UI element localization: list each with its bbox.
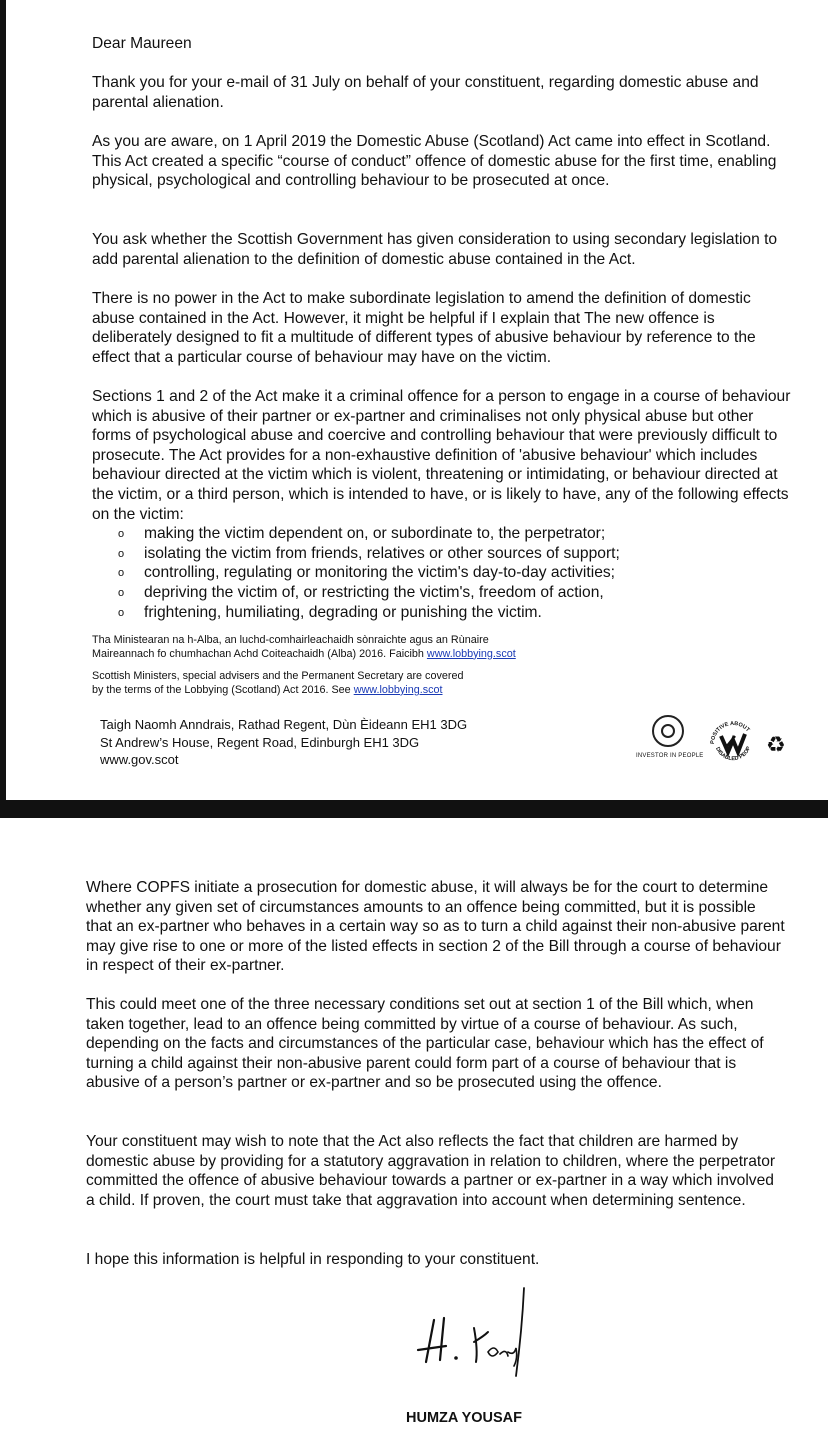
paragraph-3 [92, 230, 792, 269]
effects-list [92, 524, 792, 622]
notice-text: by the terms of the Lobbying (Scotland) Act 2016. See [92, 683, 351, 696]
notice-text: Maireannach fo chumhachan Achd Coiteachaidh (Alba) 2016. Faicibh [92, 647, 424, 660]
english-lobbying-notice [92, 670, 463, 698]
address-english: St Andrew’s House, Regent Road, Edinburgh EH1 3DG [100, 734, 420, 750]
paragraph-text: Your constituent may wish to note that the Act also reflects the fact that children are harmed by domestic abuse by providing for a statutory aggravation in relation to children, where the perpetrator committed the offence of abusive behaviour towards a partner or ex-partner in a way which involved a child. If proven, the court must take that aggravation into account when determining sentence. [86, 1133, 776, 1209]
paragraph-6 [86, 878, 786, 976]
paragraph-text: Where COPFS initiate a prosecution for domestic abuse, it will always be for the court to determine whether any given set of circumstances amounts to an offence being committed, but it is possible that an ex-partner who behaves in a certain way so as to turn a child against their non-abusive parent may give rise to one or more of the listed effects in section 2 of the Bill through a course of behaviour in respect of their ex-partner. [86, 879, 785, 975]
paragraph-text: Thank you for your e-mail of 31 July on behalf of your constituent, regarding domestic abuse and parental alienation. [92, 74, 759, 111]
iip-label: INVESTOR IN PEOPLE [636, 753, 704, 759]
list-item: o depriving the victim of, or restricting the victim's, freedom of action, [92, 583, 792, 603]
pdp-top-label: POSITIVE ABOUT [709, 720, 751, 745]
paragraph-text: I hope this information is helpful in responding to your constituent. [86, 1251, 540, 1268]
list-item: o isolating the victim from friends, relatives or other sources of support; [92, 544, 792, 564]
iip-icon [652, 715, 684, 747]
notice-line: Scottish Ministers, special advisers and the Permanent Secretary are covered [92, 670, 464, 682]
recycle-icon: ♻ [766, 732, 786, 757]
paragraph-5 [92, 387, 792, 622]
salutation: Dear Maureen [92, 35, 192, 52]
handwritten-signature [396, 1280, 556, 1390]
lobbying-link[interactable]: www.lobbying.scot [353, 683, 443, 696]
list-item: o making the victim dependent on, or subordinate to, the perpetrator; [92, 524, 792, 544]
paragraph-7 [86, 995, 786, 1093]
investor-in-people-logo [636, 715, 704, 759]
website: www.gov.scot [100, 752, 179, 767]
paragraph-1 [92, 73, 792, 112]
notice-line [92, 648, 516, 662]
paragraph-text: There is no power in the Act to make subordinate legislation to amend the definition of domestic abuse contained in the Act. However, it might be helpful if I explain that The new offence is deliberately designed to fit a multitude of different types of abusive behaviour by reference to the effect that a particular course of behaviour may have on the victim. [92, 290, 756, 366]
gaelic-lobbying-notice [92, 634, 516, 662]
positive-about-disabled-icon [706, 714, 760, 768]
list-item: o frightening, humiliating, degrading or punishing the victim. [92, 603, 792, 623]
page-separator [0, 800, 828, 818]
paragraph-text: Sections 1 and 2 of the Act make it a criminal offence for a person to engage in a course of behaviour which is abusive of their partner or ex-partner and criminalises not only physical abuse but other forms of psychological abuse and coercive and controlling behaviour that were previously difficult to prosecute. The Act provides for a non-exhaustive definition of 'abusive behaviour' which includes behaviour directed at the victim which is violent, threatening or intimidating, or behaviour directed at the victim, or a third person, which is intended to have, or is likely to have, any of the following effects on the victim: [92, 388, 791, 523]
notice-line: Tha Ministearan na h-Alba, an luchd-comhairleachaidh sònraichte agus an Rùnaire [92, 634, 489, 646]
notice-line [92, 684, 463, 698]
paragraph-text: As you are aware, on 1 April 2019 the Domestic Abuse (Scotland) Act came into effect in Scotland. This Act created a specific “course of conduct” offence of domestic abuse for the first time, enabling physical, psychological and controlling behaviour to be prosecuted at once. [92, 133, 777, 190]
paragraph-8 [86, 1132, 786, 1210]
address-block [100, 716, 467, 769]
list-item: o controlling, regulating or monitoring the victim's day-to-day activities; [92, 563, 792, 583]
pdp-bottom-label: DISABLED PEOP [714, 745, 753, 763]
paragraph-9 [86, 1250, 786, 1270]
paragraph-text: You ask whether the Scottish Government has given consideration to using secondary legislation to add parental alienation to the definition of domestic abuse contained in the Act. [92, 231, 778, 268]
lobbying-link[interactable]: www.lobbying.scot [426, 647, 516, 660]
signatory-name: HUMZA YOUSAF [406, 1410, 522, 1426]
address-gaelic: Taigh Naomh Anndrais, Rathad Regent, Dùn Èideann EH1 3DG [100, 717, 468, 732]
paragraph-4 [92, 289, 792, 367]
paragraph-2 [92, 132, 792, 191]
paragraph-text: This could meet one of the three necessary conditions set out at section 1 of the Bill which, when taken together, lead to an offence being committed by virtue of a course of behaviour. As such, depending on the facts and circumstances of the particular case, behaviour which has the effect of turning a child against their non-abusive parent could form part of a course of behaviour that is abusive of a person’s partner or ex-partner and so be prosecuted using the offence. [86, 996, 764, 1092]
